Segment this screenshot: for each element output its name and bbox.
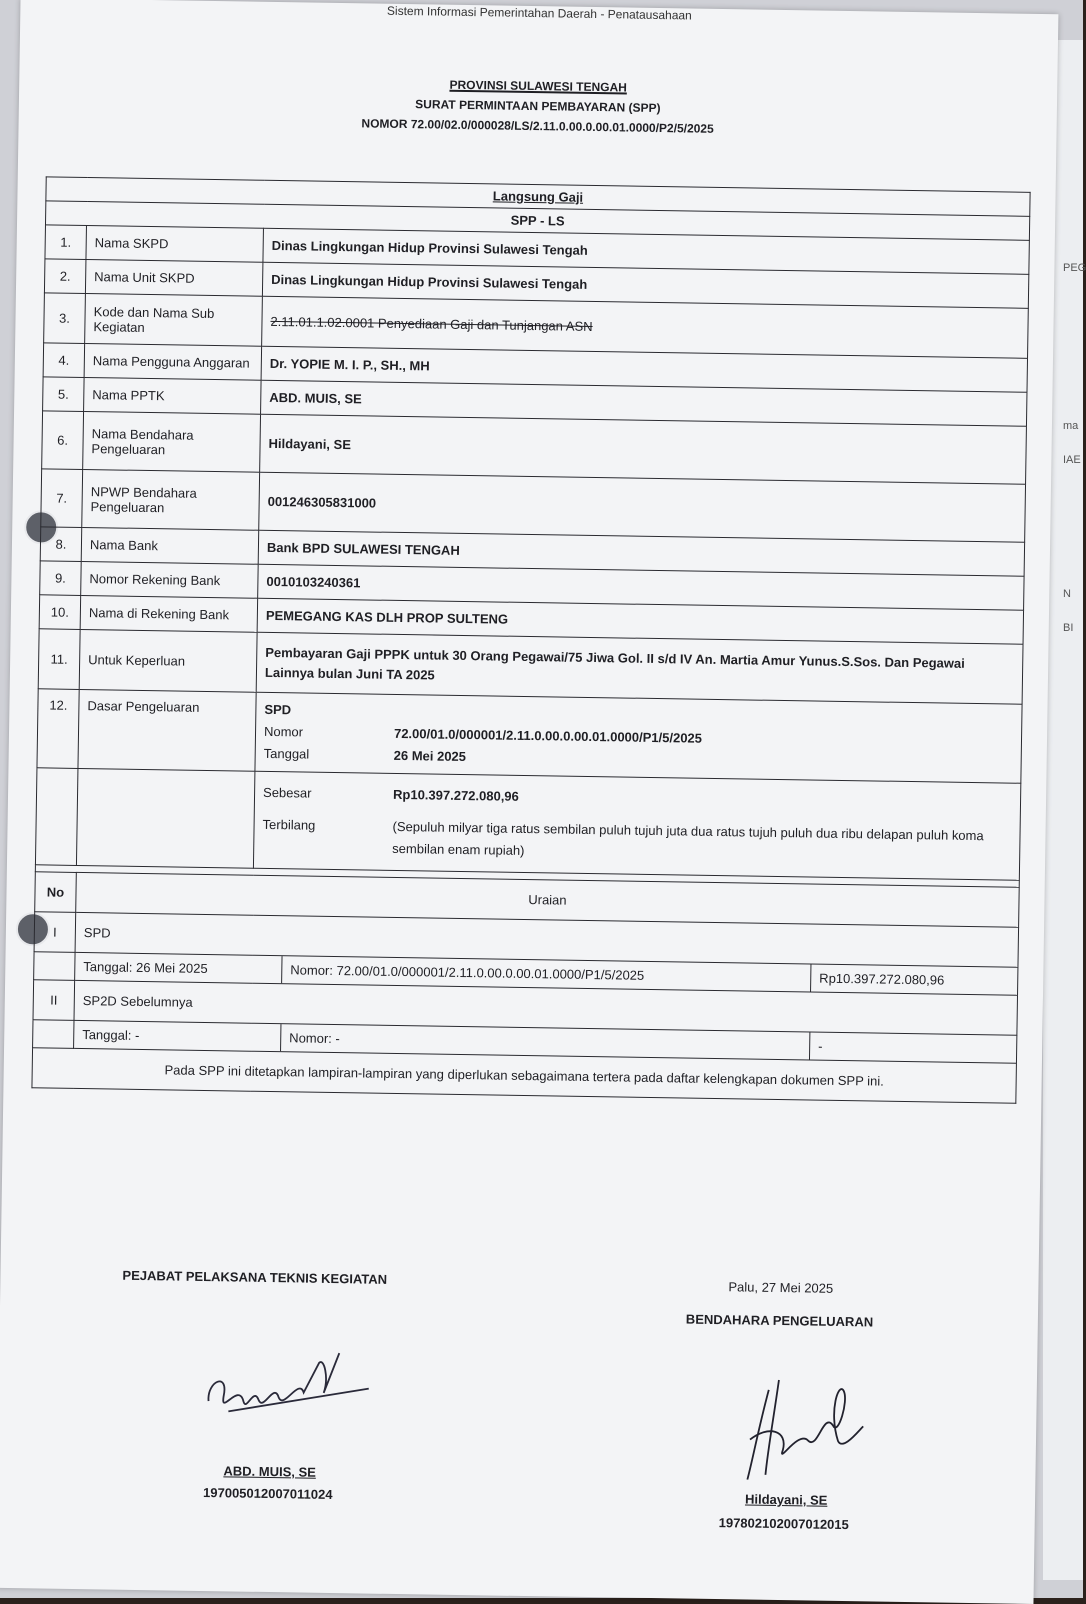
document-title: SURAT PERMINTAAN PEMBAYARAN (SPP) xyxy=(415,97,661,116)
spd-details xyxy=(255,692,1022,783)
row-value: Bank BPD SULAWESI TENGAH xyxy=(258,530,1024,576)
row-label: Kode dan Nama Sub Kegiatan xyxy=(85,294,263,347)
row-value: Hildayani, SE xyxy=(260,414,1027,484)
row-number: 8. xyxy=(40,527,82,562)
row-number: 10. xyxy=(39,595,81,630)
row-label: Nama Bank xyxy=(81,527,259,564)
row-label: Nama di Rekening Bank xyxy=(80,595,258,632)
amount-in-words: (Sepuluh milyar tiga ratus sembilan puluh tujuh juta dua ratus tujuh puluh dua ribu delapan puluh koma sembilan enam rupiah) xyxy=(392,818,984,858)
row-label: NPWP Bendahara Pengeluaran xyxy=(82,469,260,530)
field-value: 26 Mei 2025 xyxy=(393,747,467,765)
row-value: 2.11.01.1.02.0001 Penyediaan Gaji dan Tunjangan ASN xyxy=(262,296,1029,358)
empty-cell xyxy=(34,952,75,981)
row-value: PEMEGANG KAS DLH PROP SULTENG xyxy=(257,598,1023,644)
row-label: Nama Bendahara Pengeluaran xyxy=(83,411,261,472)
system-title: Sistem Informasi Pemerintahan Daerah - Penatausahaan xyxy=(386,3,692,23)
spd-heading: SPD xyxy=(264,701,292,718)
amount-row xyxy=(35,768,1020,880)
left-signatory-nip: 197005012007011024 xyxy=(202,1484,333,1503)
edge-fragment: PEG xyxy=(1063,262,1086,274)
spp-table xyxy=(31,176,1030,1103)
empty-cell xyxy=(76,768,255,868)
detail-amount: Rp10.397.272.080,96 xyxy=(811,964,1018,994)
row-label: SP2D Sebelumnya xyxy=(74,980,1018,1035)
row-value: 0010103240361 xyxy=(258,564,1024,610)
document-number: NOMOR 72.00/02.0/000028/LS/2.11.0.00.0.00.01.0000/P2/5/2025 xyxy=(361,116,714,136)
left-signatory-title: PEJABAT PELAKSANA TEKNIS KEGIATAN xyxy=(122,1267,388,1287)
field-label: Terbilang xyxy=(262,816,316,833)
empty-cell xyxy=(35,768,78,866)
field-label: Tanggal xyxy=(263,745,310,762)
row-label: Nama Unit SKPD xyxy=(85,260,263,297)
row-label: Dasar Pengeluaran xyxy=(78,689,256,771)
dasar-pengeluaran-row xyxy=(37,689,1022,783)
right-signatory-name: Hildayani, SE xyxy=(744,1491,828,1508)
row-label: SPD xyxy=(75,912,1019,967)
row-value: Dinas Lingkungan Hidup Provinsi Sulawesi Tengah xyxy=(263,228,1029,274)
empty-cell xyxy=(33,1020,74,1049)
signature-hildayani xyxy=(737,1369,879,1491)
sebesar-line xyxy=(263,782,1012,816)
place-date: Palu, 27 Mei 2025 xyxy=(728,1279,834,1296)
section-title: Langsung Gaji xyxy=(46,177,1030,216)
row-number: I xyxy=(34,912,76,953)
detail-tanggal: Tanggal: - xyxy=(74,1021,281,1051)
edge-fragment: IAE xyxy=(1063,454,1081,466)
left-signatory-name: ABD. MUIS, SE xyxy=(223,1463,317,1480)
row-label: Untuk Keperluan xyxy=(79,629,257,692)
row-number: 6. xyxy=(42,411,84,470)
row-label: Nomor Rekening Bank xyxy=(81,561,259,598)
row-label: Nama SKPD xyxy=(86,226,264,263)
detail-nomor: Nomor: - xyxy=(281,1024,810,1059)
edge-fragment: ma xyxy=(1063,420,1079,432)
field-label: Nomor xyxy=(263,723,304,740)
column-header: No xyxy=(35,872,77,913)
amount-value: Rp10.397.272.080,96 xyxy=(392,786,519,804)
section-subtitle: SPP - LS xyxy=(45,201,1029,240)
row-value: Dinas Lingkungan Hidup Provinsi Sulawesi Tengah xyxy=(262,262,1028,308)
row-number: 7. xyxy=(41,469,83,528)
row-number: 9. xyxy=(40,561,82,596)
field-value: 72.00/01.0/000001/2.11.0.00.0.00.01.0000/P1/5/2025 xyxy=(393,725,703,746)
row-value: Pembayaran Gaji PPPK untuk 30 Orang Pegawai/75 Jiwa Gol. II s/d IV An. Martia Amur Yunus.S.Sos. Dan Pegawai Lainnya bulan Juni TA 2025 xyxy=(256,632,1023,704)
row-number: 5. xyxy=(43,377,85,412)
edge-fragment: BI xyxy=(1063,622,1074,634)
detail-nomor: Nomor: 72.00/01.0/000001/2.11.0.00.0.00.01.0000/P1/5/2025 xyxy=(282,956,811,991)
row-number: 3. xyxy=(44,293,86,344)
detail-amount: - xyxy=(809,1032,1016,1062)
row-number: 12. xyxy=(37,689,79,769)
row-value: ABD. MUIS, SE xyxy=(261,380,1027,426)
document-header xyxy=(19,68,1058,144)
row-label: Nama PPTK xyxy=(84,377,262,414)
province-title: PROVINSI SULAWESI TENGAH xyxy=(449,77,628,95)
right-signatory-title: BENDAHARA PENGELUARAN xyxy=(685,1311,874,1330)
row-label: Nama Pengguna Anggaran xyxy=(84,343,262,380)
attachment-note: Pada SPP ini ditetapkan lampiran-lampiran yang diperlukan sebagaimana tertera pada daftar kelengkapan dokumen SPP ini. xyxy=(32,1048,1017,1103)
right-signatory-nip: 197802102007012015 xyxy=(718,1515,849,1533)
row-number: 11. xyxy=(38,629,80,690)
row-number: 1. xyxy=(45,225,87,260)
edge-fragment: N xyxy=(1063,588,1071,600)
column-header: Uraian xyxy=(76,872,1020,927)
row-number: 4. xyxy=(43,343,85,378)
signature-abd-muis xyxy=(198,1341,379,1434)
row-value: Dr. YOPIE M. I. P., SH., MH xyxy=(261,346,1027,392)
amount-details xyxy=(253,771,1020,880)
row-number: II xyxy=(33,980,75,1021)
terbilang-line xyxy=(262,814,1012,870)
field-label: Sebesar xyxy=(262,784,312,801)
detail-tanggal: Tanggal: 26 Mei 2025 xyxy=(75,953,282,983)
row-value: 001246305831000 xyxy=(259,472,1026,542)
row-number: 2. xyxy=(44,259,86,294)
